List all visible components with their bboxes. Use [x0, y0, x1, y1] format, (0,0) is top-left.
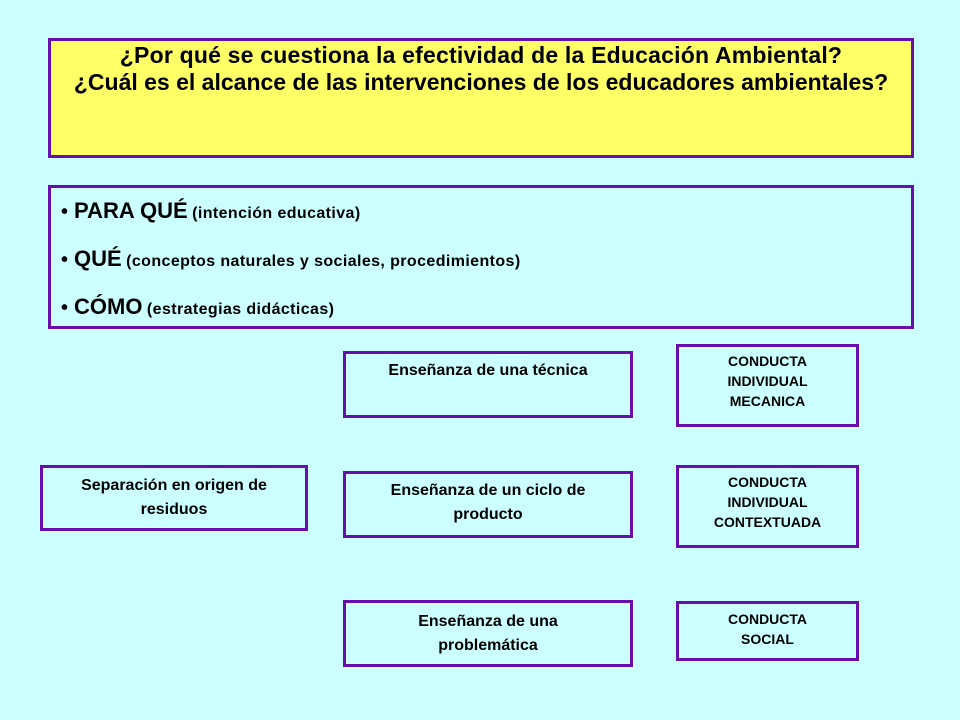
bullet-detail: (estrategias didácticas) [146, 301, 335, 318]
left-box-label: Separación en origen de residuos [81, 477, 267, 518]
bullets-box [48, 185, 914, 329]
bullet-que [61, 244, 911, 292]
middle-box-label: Enseñanza de un ciclo de producto [390, 482, 586, 523]
title-question-1: ¿Por qué se cuestiona la efectividad de la Educación Ambiental? [119, 42, 843, 68]
right-box-mecanica [676, 344, 859, 427]
bullet-dot-icon: • [61, 249, 69, 271]
right-box-contextuada [676, 465, 859, 548]
middle-box-tecnica [343, 351, 633, 418]
bullet-como [61, 292, 911, 340]
middle-box-ciclo [343, 471, 633, 538]
right-box-label: CONDUCTA INDIVIDUAL MECANICA [727, 353, 808, 409]
bullet-dot-icon: • [61, 297, 69, 319]
bullet-dot-icon: • [61, 201, 69, 223]
bullet-head: QUÉ [74, 246, 122, 271]
title-question-2: ¿Cuál es el alcance de las intervenciones de los educadores ambientales? [73, 69, 889, 95]
middle-box-problematica [343, 600, 633, 667]
title-box [48, 38, 914, 158]
bullet-detail: (conceptos naturales y sociales, procedimientos) [126, 253, 521, 270]
right-box-label: CONDUCTA INDIVIDUAL CONTEXTUADA [713, 474, 822, 530]
bullet-detail: (intención educativa) [192, 205, 361, 222]
middle-box-label: Enseñanza de una problemática [418, 613, 558, 654]
middle-box-label: Enseñanza de una técnica [388, 362, 588, 379]
right-box-label: CONDUCTA SOCIAL [727, 611, 808, 647]
left-box-separacion [40, 465, 308, 531]
bullet-head: CÓMO [74, 294, 143, 319]
bullet-head: PARA QUÉ [74, 198, 188, 223]
bullet-para-que [61, 196, 911, 244]
right-box-social [676, 601, 859, 661]
